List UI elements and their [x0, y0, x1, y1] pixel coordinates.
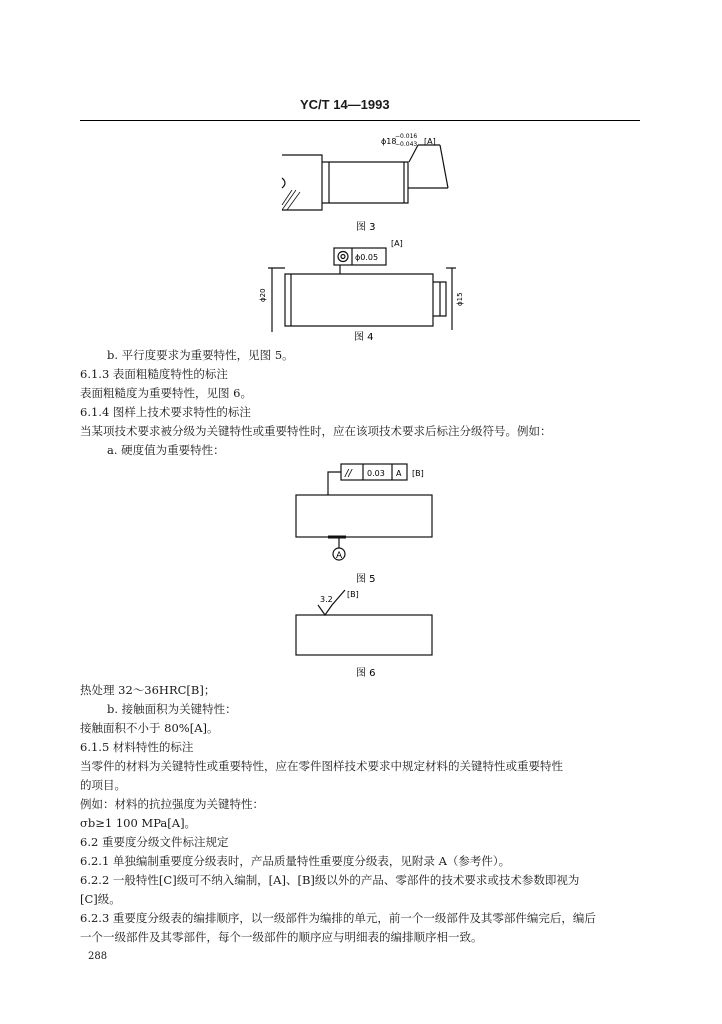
page-number: 288	[88, 951, 108, 962]
fig5-tolerance-value: 0.03	[367, 469, 385, 478]
section-6-1-5: 6.1.5 材料特性的标注	[80, 740, 194, 754]
para-c-level: [C]级。	[80, 892, 121, 906]
fig4-tolerance-value: ϕ0.05	[355, 253, 379, 262]
section-6-1-3: 6.1.3 表面粗糙度特性的标注	[80, 367, 228, 381]
fig5-class-tag: [B]	[412, 469, 424, 478]
section-6-2-1: 6.2.1 单独编制重要度分级表时，产品质量特性重要度分级表，见附录 A（参考件）。	[80, 854, 511, 868]
fig5-parallel-symbol: //	[345, 468, 352, 479]
section-6-1-4: 6.1.4 图样上技术要求特性的标注	[80, 405, 251, 419]
para-b-contact: b. 接触面积为关键特性：	[107, 702, 237, 716]
para-material-2: 的项目。	[80, 778, 126, 792]
para-ordering: 一个一级部件及其零部件，每个一级部件的顺序应与明细表的编排顺序相一致。	[80, 930, 483, 944]
fig3-class-tag: [A]	[424, 137, 436, 146]
fig5-datum-ref: A	[396, 469, 402, 478]
fig3-tol-lower: −0.043	[395, 141, 418, 148]
para-material-1: 当零件的材料为关键特性或重要特性，应在零件图样技术要求中规定材料的关键特性或重要特性	[80, 759, 563, 773]
fig6-class-tag: [B]	[347, 590, 359, 599]
para-tech-req: 当某项技术要求被分级为关键特性或重要特性时，应在该项技术要求后标注分级符号。例如：	[80, 424, 552, 438]
para-tensile: σb≥1 100 MPa[A]。	[80, 816, 197, 830]
para-roughness: 表面粗糙度为重要特性，见图 6。	[80, 386, 252, 400]
fig5-caption: 图 5	[356, 574, 376, 585]
para-example: 例如：材料的抗拉强度为关键特性：	[80, 797, 264, 811]
para-contact-area: 接触面积不小于 80%[A]。	[80, 721, 219, 735]
fig5-datum-label: A	[336, 551, 343, 561]
fig4-dim-left: ϕ20	[259, 288, 267, 302]
para-a-hardness: a. 硬度值为重要特性：	[107, 443, 225, 457]
section-6-2-2: 6.2.2 一般特性[C]级可不纳入编制，[A]、[B]级以外的产品、零部件的技术要求或技术参数即视为	[80, 873, 580, 887]
fig6-part	[296, 615, 432, 655]
fig6-caption: 图 6	[356, 668, 376, 679]
fig4-class-tag: [A]	[391, 239, 403, 248]
standard-code: YC/T 14—1993	[300, 97, 390, 112]
fig3-dimension-label: ϕ18	[381, 137, 397, 146]
fig4-dim-right: ϕ15	[456, 292, 464, 306]
fig3-tol-upper: −0.016	[395, 133, 418, 140]
section-6-2: 6.2 重要度分级文件标注规定	[80, 835, 229, 849]
section-6-2-3: 6.2.3 重要度分级表的编排顺序，以一级部件为编排的单元，前一个一级部件及其零部件编完后，编后	[80, 911, 596, 925]
para-b-parallelism: b. 平行度要求为重要特性，见图 5。	[107, 348, 294, 362]
fig6-roughness-value: 3.2	[320, 595, 333, 604]
para-heat-treat: 热处理 32～36HRC[B]；	[80, 683, 216, 697]
fig3-caption: 图 3	[356, 222, 376, 233]
fig4-caption: 图 4	[354, 332, 374, 343]
